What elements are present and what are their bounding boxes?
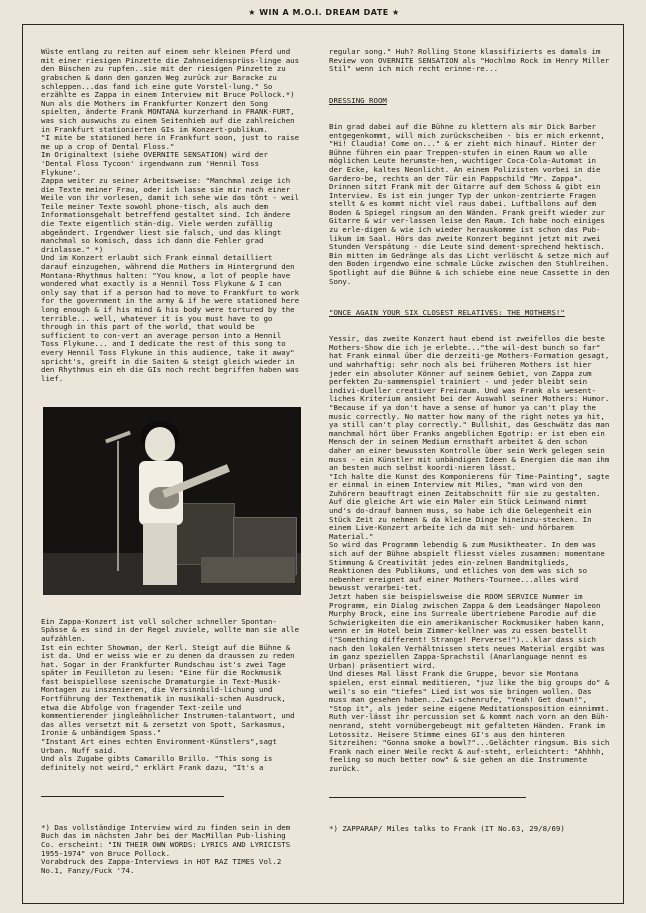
right-paragraph-1: regular song." Huh? Rolling Stone klassifizierts es damals im Review von OVERNITE SENSATION als "Hochlmo Rock im Henry Miller Stil" wenn ich mich recht erinne-re... bbox=[329, 47, 614, 74]
page-header: ★ WIN A M.O.I. DREAM DATE ★ bbox=[248, 8, 400, 17]
mothers-heading: "ONCE AGAIN YOUR SIX CLOSEST RELATIVES: THE MOTHERS!" bbox=[329, 308, 565, 318]
concert-photo bbox=[43, 407, 301, 595]
right-paragraph-3: Yessir, das zweite Konzert haut ebend ist zweifellos die beste Mothers-Show die ich je erlebte..."the wil-dest bunch so far" hat Frank einmal über die derzeiti-ge Mothers-Formation gesagt, und wahrhaftig: sehr noch als bei früheren Mothers ist hier jeder ein absoluter Könner auf seinem Gebiet, von Zappa zum perfekten Zu-sammenspiel trainiert - und jeder bleibt sein indivi-dueller creativer Freiraum. Und was Frank als wesent-liches Kriterium ansieht bei der Auswahl seiner Mothers: Humor. "Because if ya don't have a sense of humor ya can't play the music correctly. No matter how many of the right notes ya hit, ya still can't play correctly." Bullshit, das Geschwätz das man manchmal hört über Franks angeblichen Egotrip: er ist eben ein Mensch der in seinem Medium ernsthaft arbeitet & den schon daher an einer bewussten Kontrolle über sein Werk gelegen sein muss - ein Künstler mit unbändigen Ideen & Energien die man ihm an besten auch selbst koordi-nieren lässt. "Ich halte die Kunst des Komponierens für Time-Painting", sagte er einmal in einem Interview mit Miles, "man wird von den Zuhörern beauftragt einen Zeitabschnitt für sie zu gestalten. Auf die gleiche Art wie ein Maler ein Stück Leinwand nimmt und's do-drauf bannen muss, so habe ich die Gelegenheit ein Stück Zeit zu nehmen & da kleine Dinge hineinzu-stecken. In einem Live-Konzert arbeite ich da mit seh- und hörbarem Material." So wird das Programm lebendig & zum Musiktheater. In dem was sich auf der Bühne abspielt fliesst vieles zusammen: momentane Stimmung & Creativität jedes ein-zelnen Bandmitglieds, Reaktionen des Publikums, und etliches von dem was sich so nebenher ereignet auf einer Mothers-Tournee...alles wird bewusst verarbei-tet. Jetzt haben sie beispielsweise die ROOM SERVICE Nummer im Programm, ein Dialog zwischen Zappa & dem Leadsänger Napoleon Murphy Brock, eine ins Surreale übertriebene Parodie auf die Schwierigkeiten die ein amerikanischer Rockmusiker haben kann, wenn er im Hotel beim Zimmer-kellner was zu essen bestellt ("Something different! Strange! Perverse!")...klar dass sich nach den lokalen Verhältnissen stets neues Material ergibt was im ganz speziellen Zappa-Sprachstil (Anarlanguage nennt es Urban) präsentiert wird. Und dieses Mal lässt Frank die Gruppe, bevor sie Montana spielen, erst einmal meditieren, "juz like the big groups do" & weil's so ein "tiefes" Lied ist wos sie bringen wollen. Das muss man gesehen haben...Zwi-schenrufe, "Yeah! Get down!", "Stop it", als jeder seine eigene Meditationsposition einnimmt. Ruth ver-lässt ihr percussion set & kommt nach vorn an den Büh-nenrand, steht vornübergebeugt mit gefalteten Händen. Frank im Lotossitz. Heisere Stimme eines GI's aus den hinteren Sitzreihen: "Gonna smoke a bowl?"...Gelächter ringsum. Bis sich Frank nach einer Weile reckt & auf-steht, erleichtert: "Ahhhh, feeling so much better now" & sie gehen an die Instrumente zurück. bbox=[329, 334, 610, 773]
right-column bbox=[329, 31, 614, 851]
left-paragraph-1: Wüste entlang zu reiten auf einem sehr kleinen Pferd und mit einer riesigen Pinzette die Zahnseidensprüss-linge aus den Büschen zu rupfen..sie mit der riesigen Pinzette zu grabschen & dann den ganzen Weg zurück zur Baracke zu schleppen...das fand ich eine gute Vorstel-lung." So erzählte es Zappa in einem Interview mit Bruce Pollock.*) Nun als die Mothers im Frankfurter Konzert den Song spielten, änderte Frank MONTANA kurzerhand in FRANK-FURT, was sich auswuchs zu einem Seitenhieb auf die zahlreichen in Frankfurt stationierten GIs im Konzert-publikum. "I mite be stationed here in Frankfurt soon, just to raise me up a crop of Dental Floss." Im Originaltext (siehe OVERNITE SENSATION) wird der 'Dental Floss Tycoon' irgendwann zum 'Hennil Toss Flykune'. Zappa weiter zu seiner Arbeitsweise: "Manchmal zeige ich die Texte meiner Frau, oder ich lasse sie mir nach einer Weile von ihr vorlesen, damit ich sehe wie das tönt - weil Teile meiner Texte sowohl phone-tisch, als auch dem Informationsgehalt betreffend gestaltet sind. Ich ändere die Texte eigentlich stän-dig. Viele werden zufällig abgeändert. Irgendwer liest sie falsch, und das klingt manchmal so komisch, dass ich dann die Fehler grad drinlasse." *) Und im Konzert erlaubt sich Frank einmal detailliert darauf einzugehen, während die Mothers im Hintergrund den Montana-Rhythmus halten: "You know, a lot of people have wondered what exactly is a Hennil Toss Flykune & I can only say that if a person had to move to Frankfurt to work for the government in the army & if he were stationed here long enough & if his mind & his body were tortured by the terrible... well, whatever it is you must have to go through in this part of the world, that would be sufficient to con-vert an average person into a Hennil Toss Flykune... and I dedicate the rest of this song to every Hennil Toss Flykune in this audience, take it away" spricht's, greift in die Saiten & steigt gleich wieder in den Rhythmus ein eh die GIs noch recht begriffen haben was lief. bbox=[41, 47, 300, 383]
left-column bbox=[41, 31, 303, 893]
page bbox=[22, 6, 626, 906]
left-paragraph-2: Ein Zappa-Konzert ist voll solcher schneller Spontan-Spässe & es sind in der Regel zuviele, wollte man sie alle aufzählen. Ist ein echter Showman, der Kerl. Steigt auf die Bühne & ist da. Und er weiss wie er zu denen da draussen zu reden hat. Sogar in der Frankfurter Rundschau ist's zwei Tage später im Feuilleton zu lesen: "Eine für die Rockmusik fast beispiellose szenische Dramaturgie in Text-Musik-Montagen zu inszenieren, die Versinnbild-lichung und Fortführung der Texthematik in musikali-schen Ausdruck, etwa die Abfolge von fragender Text-zeile und kommentierender jingleähnlicher Instrumen-talantwort, und das alles versetzt mit & zersetzt von Spott, Sarkasmus, Ironie & unbändigem Spass." "Instant Art eines echten Environment-Künstlers",sagt Urban. Nuff said. Und als Zugabe gibts Camarillo Brillo. "This song is definitely not weird," erklärt Frank dazu, "It's a bbox=[41, 616, 300, 772]
article-frame bbox=[22, 24, 624, 904]
right-paragraph-2: Bin grad dabei auf die Bühne zu klettern als mir Dick Barber entgegenkommt, will mich zurückscheiben - bis er mich erkennt, "Hi! Claudia! Come on..." & er zieht mich hinauf. Hinter der Bühne führen ein paar Treppen-stufen in einen Raum wo alle möglichen Leute herumste-hen, wuchtiger Coca-Cola-Automat in der Ecke, kaltes Neonlicht. An einem Polizisten vorbei in die Gardero-be, rechts an der Tür ein Pappschild "Mr. Zappa". Drinnen sitzt Frank mit der Gitarre auf dem Schoss & gibt ein Interview. Es ist ein junger Typ der unkon-zentrierte Fragen stellt & es kommt nicht viel raus dabei. Luftballons auf dem Boden & Spiegel ringsum an den Wänden. Frank greift wieder zur Gitarre & wir ver-lassen leise den Raum. Ich habe noch einiges zu erle-digen & wie ich wieder herauskomme ist schon das Pub-likum im Saal. Hörs das zweite Konzert beginnt jetzt mit zwei Stunden Verspätung - die Leute sind dement-sprechend hektisch. Bin mitten im Gedränge als das Licht verlöscht & setze mich auf den Boden irgendwo eine schmale Lücke zwischen den Stuhlreihen. Spotlight auf die Bühne & ich schiebe eine neue Cassette in den Sony. bbox=[329, 121, 614, 286]
left-footnote: *) Das vollständige Interview wird zu finden sein in dem Buch das im nächsten Jahr bei der MacMillan Pub-lishing Co. erscheint: "IN THEIR OWN WORDS: LYRICS AND LYRICISTS 1955-1974" von Bruce Pollock. Vorabdruck des Zappa-Interviews in HOT RAZ TIMES Vol.2 No.1, Fanzy/Fuck '74. bbox=[41, 822, 291, 875]
right-footnote: *) ZAPPARAP/ Miles talks to Frank (IT No.63, 29/8/69) bbox=[329, 823, 565, 833]
footnote-divider bbox=[41, 796, 224, 797]
footnote-divider-right bbox=[329, 797, 526, 798]
dressing-room-heading: DRESSING ROOM bbox=[329, 96, 387, 106]
